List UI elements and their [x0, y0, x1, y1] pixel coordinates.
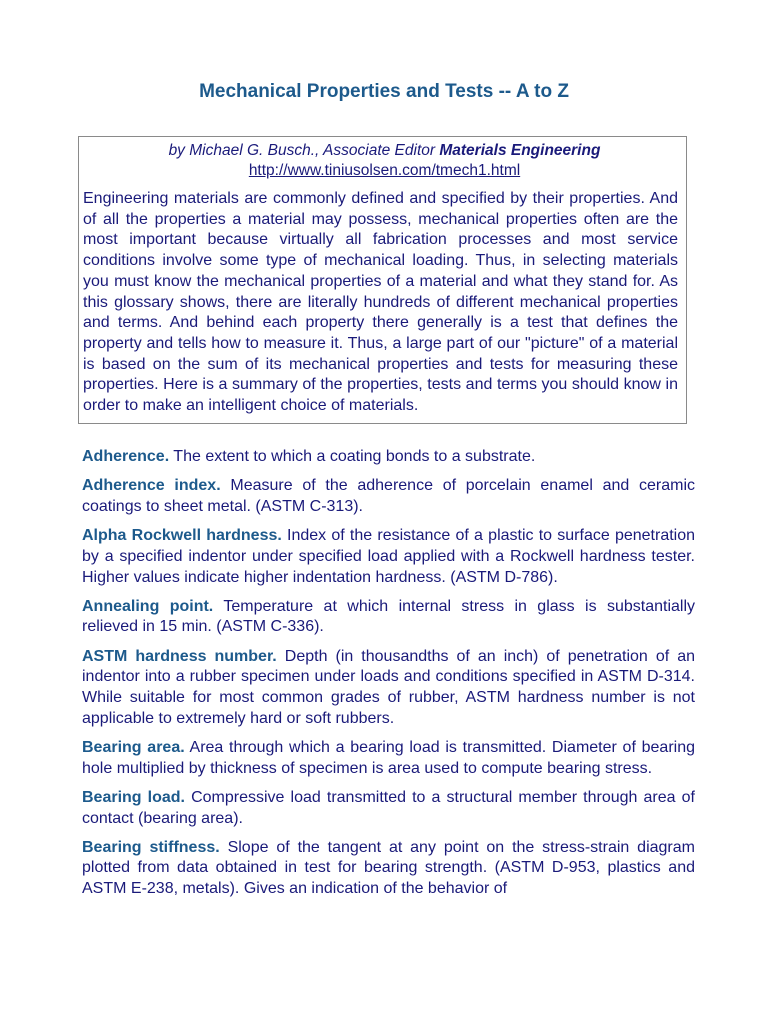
page-title: Mechanical Properties and Tests -- A to Z	[199, 81, 569, 102]
glossary-list	[82, 447, 695, 908]
glossary-term: Bearing load.	[82, 788, 185, 806]
glossary-definition: Temperature at which internal stress in glass is substantially relieved in 15 min. (ASTM C-336).	[82, 597, 696, 636]
glossary-entry	[82, 738, 695, 779]
glossary-entry	[82, 647, 695, 730]
glossary-entry	[82, 788, 695, 829]
glossary-definition: Index of the resistance of a plastic to surface penetration by a specified indentor under specified load applied with a Rockwell hardness tester. Higher values indicate higher indentation hardness. (ASTM D-786).	[82, 527, 696, 586]
glossary-entry	[82, 476, 695, 517]
glossary-entry	[82, 526, 695, 588]
byline-author: by Michael G. Busch., Associate Editor	[168, 142, 440, 159]
glossary-entry	[82, 597, 695, 638]
glossary-term: ASTM hardness number.	[82, 647, 277, 665]
glossary-entry	[82, 838, 695, 900]
byline	[83, 141, 686, 161]
glossary-entry	[82, 447, 695, 468]
glossary-definition: Slope of the tangent at any point on the stress-strain diagram plotted from data obtained in test for bearing strength. (ASTM D-953, plastics and ASTM E-238, metals). Gives an indication of the behavior of	[82, 838, 695, 898]
glossary-definition: Area through which a bearing load is transmitted. Diameter of bearing hole multiplied by thickness of specimen is area used to compute bearing stress.	[82, 738, 695, 777]
glossary-definition: Compressive load transmitted to a structural member through area of contact (bearing area).	[82, 788, 695, 827]
intro-paragraph: Engineering materials are commonly defined and specified by their properties. And of all the properties a material may possess, mechanical properties often are the most important because virtually all fabrication processes and most service conditions involve some type of mechanical loading. Thus, in selecting materials you must know the mechanical properties of a material and what they stand for. As this glossary shows, there are literally hundreds of different mechanical properties and terms. And behind each property there generally is a test that defines the property and tells how to measure it. Thus, a large part of our "picture" of a material is based on the sum of its mechanical properties and tests for measuring these properties. Here is a summary of the properties, tests and terms you should know in order to make an intelligent choice of materials.	[83, 190, 678, 415]
glossary-term: Adherence.	[82, 448, 170, 465]
glossary-definition: Measure of the adherence of porcelain enamel and ceramic coatings to sheet metal. (ASTM C-313).	[82, 477, 696, 515]
source-link[interactable]: http://www.tiniusolsen.com/tmech1.html	[248, 162, 521, 179]
intro-box	[78, 136, 687, 424]
glossary-term: Annealing point.	[82, 597, 214, 615]
glossary-definition: Depth (in thousandths of an inch) of penetration of an indentor into a rubber specimen under loads and conditions specified in ASTM D-314. While suitable for most common grades of rubber, ASTM hardness number is not applicable to extremely hard or soft rubbers.	[82, 647, 696, 727]
glossary-definition: The extent to which a coating bonds to a substrate.	[173, 448, 536, 465]
glossary-term: Bearing stiffness.	[82, 838, 220, 856]
glossary-term: Bearing area.	[82, 738, 185, 756]
glossary-term: Alpha Rockwell hardness.	[82, 527, 282, 545]
glossary-term: Adherence index.	[82, 477, 221, 495]
byline-publication: Materials Engineering	[439, 142, 601, 159]
